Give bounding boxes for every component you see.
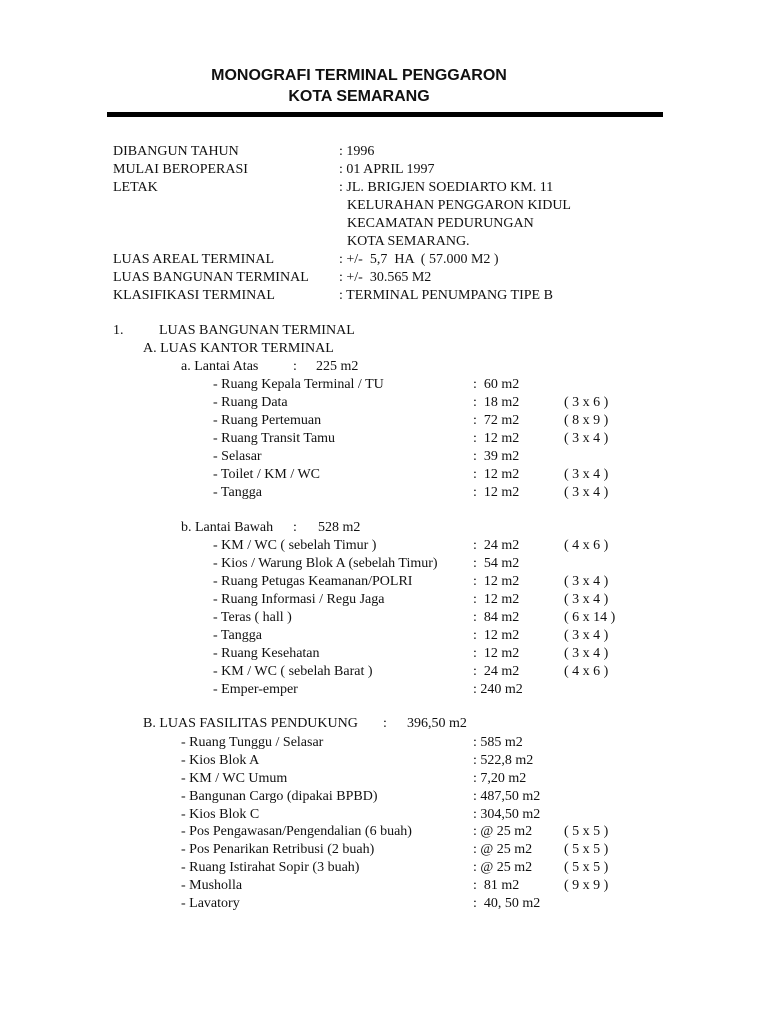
item-name: - Bangunan Cargo (dipakai BPBD) [181,789,378,804]
item-area: : 12 m2 [473,467,520,482]
info-value: : 01 APRIL 1997 [339,162,435,177]
item-area: : 522,8 m2 [473,753,534,768]
item-dimension: ( 3 x 4 ) [564,628,609,643]
item-name: - Ruang Kesehatan [213,646,320,661]
item-area: : 54 m2 [473,556,520,571]
item-name: - Tangga [213,628,262,643]
item-area: : @ 25 m2 [473,824,533,839]
item-name: - Ruang Data [213,395,288,410]
item-name: - Selasar [213,449,262,464]
floor-label: a. Lantai Atas [181,359,259,374]
info-value: KECAMATAN PEDURUNGAN [347,216,534,231]
item-name: - Ruang Tunggu / Selasar [181,735,324,750]
subsection-a-title: A. LUAS KANTOR TERMINAL [143,341,334,356]
item-dimension: ( 3 x 4 ) [564,646,609,661]
item-name: - Tangga [213,485,262,500]
item-dimension: ( 3 x 4 ) [564,574,609,589]
item-dimension: ( 3 x 6 ) [564,395,609,410]
info-value: : JL. BRIGJEN SOEDIARTO KM. 11 [339,180,554,195]
info-label: LUAS BANGUNAN TERMINAL [113,270,309,285]
item-name: - KM / WC ( sebelah Timur ) [213,538,377,553]
floor-area: 528 m2 [318,520,361,535]
item-area: : 12 m2 [473,628,520,643]
item-area: : 304,50 m2 [473,807,541,822]
info-value: : 1996 [339,144,375,159]
info-label: DIBANGUN TAHUN [113,144,239,159]
item-name: - Ruang Petugas Keamanan/POLRI [213,574,413,589]
floor-colon: : [293,520,297,535]
item-name: - Pos Penarikan Retribusi (2 buah) [181,842,375,857]
item-dimension: ( 5 x 5 ) [564,842,609,857]
item-dimension: ( 3 x 4 ) [564,485,609,500]
item-dimension: ( 5 x 5 ) [564,860,609,875]
item-name: - Kios Blok A [181,753,260,768]
item-dimension: ( 9 x 9 ) [564,878,609,893]
info-value: KELURAHAN PENGGARON KIDUL [347,198,571,213]
item-name: - Kios / Warung Blok A (sebelah Timur) [213,556,438,571]
item-dimension: ( 3 x 4 ) [564,467,609,482]
subsection-b-area: 396,50 m2 [407,716,467,731]
item-area: : 12 m2 [473,485,520,500]
info-value: : +/- 5,7 HA ( 57.000 M2 ) [339,252,499,267]
item-dimension: ( 3 x 4 ) [564,431,609,446]
item-area: : 12 m2 [473,592,520,607]
item-dimension: ( 8 x 9 ) [564,413,609,428]
item-name: - Kios Blok C [181,807,260,822]
item-name: - Ruang Kepala Terminal / TU [213,377,384,392]
info-label: LUAS AREAL TERMINAL [113,252,274,267]
item-area: : 12 m2 [473,431,520,446]
item-dimension: ( 5 x 5 ) [564,824,609,839]
item-name: - Lavatory [181,896,240,911]
subsection-b-title: B. LUAS FASILITAS PENDUKUNG [143,716,358,731]
item-area: : @ 25 m2 [473,842,533,857]
item-name: - Teras ( hall ) [213,610,292,625]
item-area: : 487,50 m2 [473,789,541,804]
floor-area: 225 m2 [316,359,359,374]
item-area: : 81 m2 [473,878,520,893]
item-name: - Toilet / KM / WC [213,467,321,482]
info-label: KLASIFIKASI TERMINAL [113,288,275,303]
item-name: - Pos Pengawasan/Pengendalian (6 buah) [181,824,412,839]
item-dimension: ( 4 x 6 ) [564,538,609,553]
item-name: - Emper-emper [213,682,298,697]
title-divider [107,112,663,117]
item-area: : 12 m2 [473,646,520,661]
item-area: : 72 m2 [473,413,520,428]
info-value: : +/- 30.565 M2 [339,270,432,285]
item-area: : 84 m2 [473,610,520,625]
item-area: : 7,20 m2 [473,771,527,786]
item-dimension: ( 6 x 14 ) [564,610,616,625]
item-name: - KM / WC Umum [181,771,288,786]
item-name: - KM / WC ( sebelah Barat ) [213,664,373,679]
item-area: : 60 m2 [473,377,520,392]
floor-colon: : [293,359,297,374]
info-value: : TERMINAL PENUMPANG TIPE B [339,288,553,303]
item-name: - Ruang Informasi / Regu Jaga [213,592,385,607]
item-area: : 585 m2 [473,735,523,750]
item-area: : 24 m2 [473,664,520,679]
item-dimension: ( 3 x 4 ) [564,592,609,607]
item-area: : @ 25 m2 [473,860,533,875]
info-value: KOTA SEMARANG. [347,234,470,249]
info-label: LETAK [113,180,158,195]
item-area: : 24 m2 [473,538,520,553]
item-area: : 39 m2 [473,449,520,464]
item-name: - Musholla [181,878,243,893]
item-area: : 40, 50 m2 [473,896,541,911]
info-label: MULAI BEROPERASI [113,162,248,177]
item-area: : 240 m2 [473,682,523,697]
item-dimension: ( 4 x 6 ) [564,664,609,679]
floor-label: b. Lantai Bawah [181,520,274,535]
item-name: - Ruang Pertemuan [213,413,322,428]
title-line-2: KOTA SEMARANG [288,88,430,105]
section-number: 1. [113,323,124,338]
title-line-1: MONOGRAFI TERMINAL PENGGARON [211,67,507,84]
item-area: : 12 m2 [473,574,520,589]
item-area: : 18 m2 [473,395,520,410]
item-name: - Ruang Istirahat Sopir (3 buah) [181,860,360,875]
item-name: - Ruang Transit Tamu [213,431,336,446]
section-title: LUAS BANGUNAN TERMINAL [159,323,355,338]
subsection-b-colon: : [383,716,387,731]
